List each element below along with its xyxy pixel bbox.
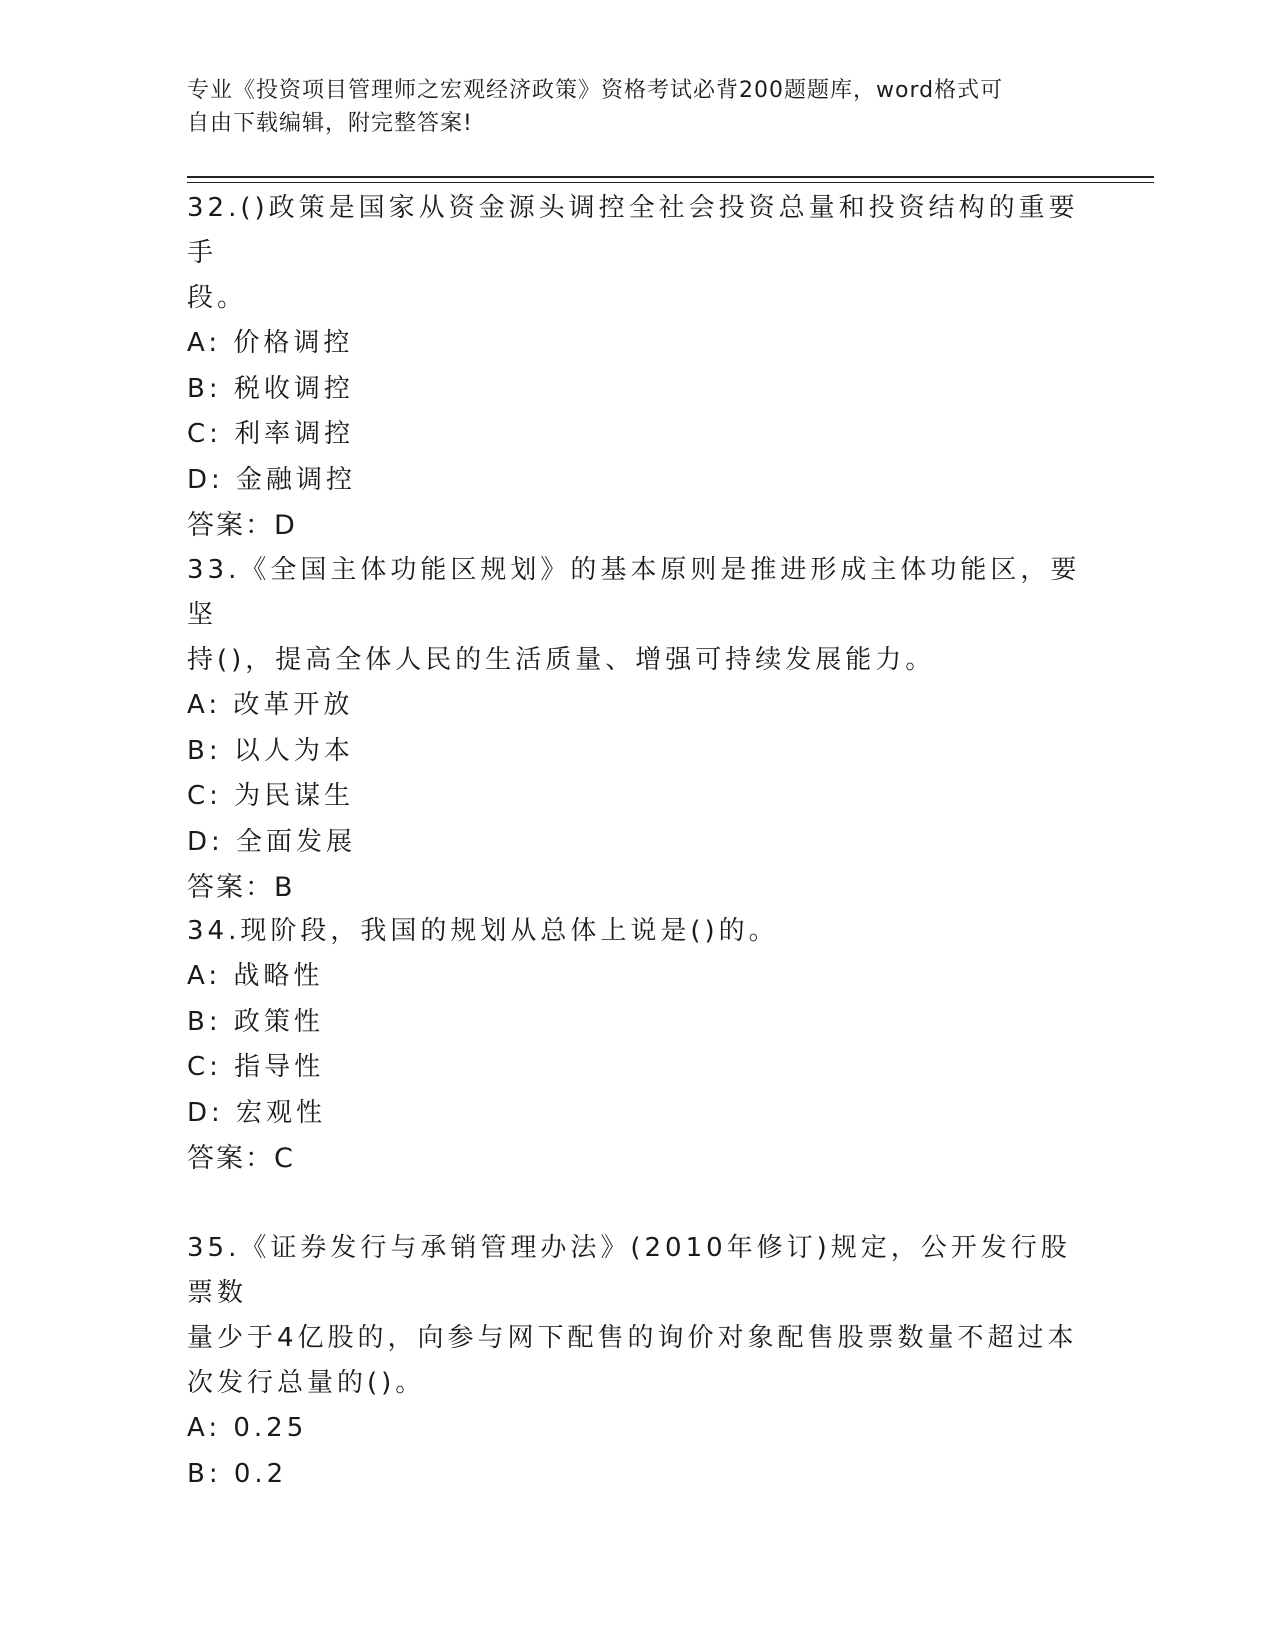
option-a: A: 改革开放: [187, 690, 354, 720]
question-stem-line: 持()，提高全体人民的生活质量、增强可持续发展能力。: [187, 645, 936, 675]
option-c: C: 利率调控: [187, 419, 355, 450]
header-divider-thick: [187, 176, 1154, 178]
option-b: B: 0.2: [187, 1458, 288, 1489]
question-32: [187, 186, 1087, 548]
option-d: D: 金融调控: [187, 464, 357, 495]
option-b: B: 政策性: [187, 1006, 324, 1037]
question-35: [187, 1226, 1087, 1497]
question-34: [187, 909, 1087, 1181]
question-stem-line: 次发行总量的()。: [187, 1368, 426, 1398]
question-stem-line: 32.()政策是国家从资金源头调控全社会投资总量和投资结构的重要手: [187, 193, 1079, 268]
option-a: A: 0.25: [187, 1413, 308, 1443]
header-line-2: 自由下载编辑，附完整答案!: [187, 111, 473, 136]
question-stem-line: 35.《证券发行与承销管理办法》(2010年修订)规定，公开发行股票数: [187, 1233, 1071, 1308]
option-d: D: 全面发展: [187, 826, 357, 857]
option-c: C: 为民谋生: [187, 781, 355, 812]
answer-line: 答案：D: [187, 510, 297, 542]
option-b: B: 税收调控: [187, 373, 354, 404]
option-a: A: 价格调控: [187, 328, 354, 358]
question-33: [187, 548, 1087, 910]
option-b: B: 以人为本: [187, 735, 354, 766]
question-stem-line: 量少于4亿股的，向参与网下配售的询价对象配售股票数量不超过本: [187, 1323, 1078, 1353]
question-stem-line: 段。: [187, 283, 248, 313]
answer-line: 答案：B: [187, 872, 295, 904]
question-stem-line: 33.《全国主体功能区规划》的基本原则是推进形成主体功能区，要坚: [187, 555, 1081, 630]
option-a: A: 战略性: [187, 961, 324, 991]
document-header: [187, 74, 1087, 140]
header-line-1: 专业《投资项目管理师之宏观经济政策》资格考试必背200题题库，word格式可: [187, 78, 1004, 103]
option-c: C: 指导性: [187, 1052, 325, 1083]
answer-line: 答案：C: [187, 1143, 295, 1175]
question-stem-line: 34.现阶段，我国的规划从总体上说是()的。: [187, 916, 779, 946]
option-d: D: 宏观性: [187, 1097, 327, 1128]
header-divider-thin: [187, 182, 1154, 183]
